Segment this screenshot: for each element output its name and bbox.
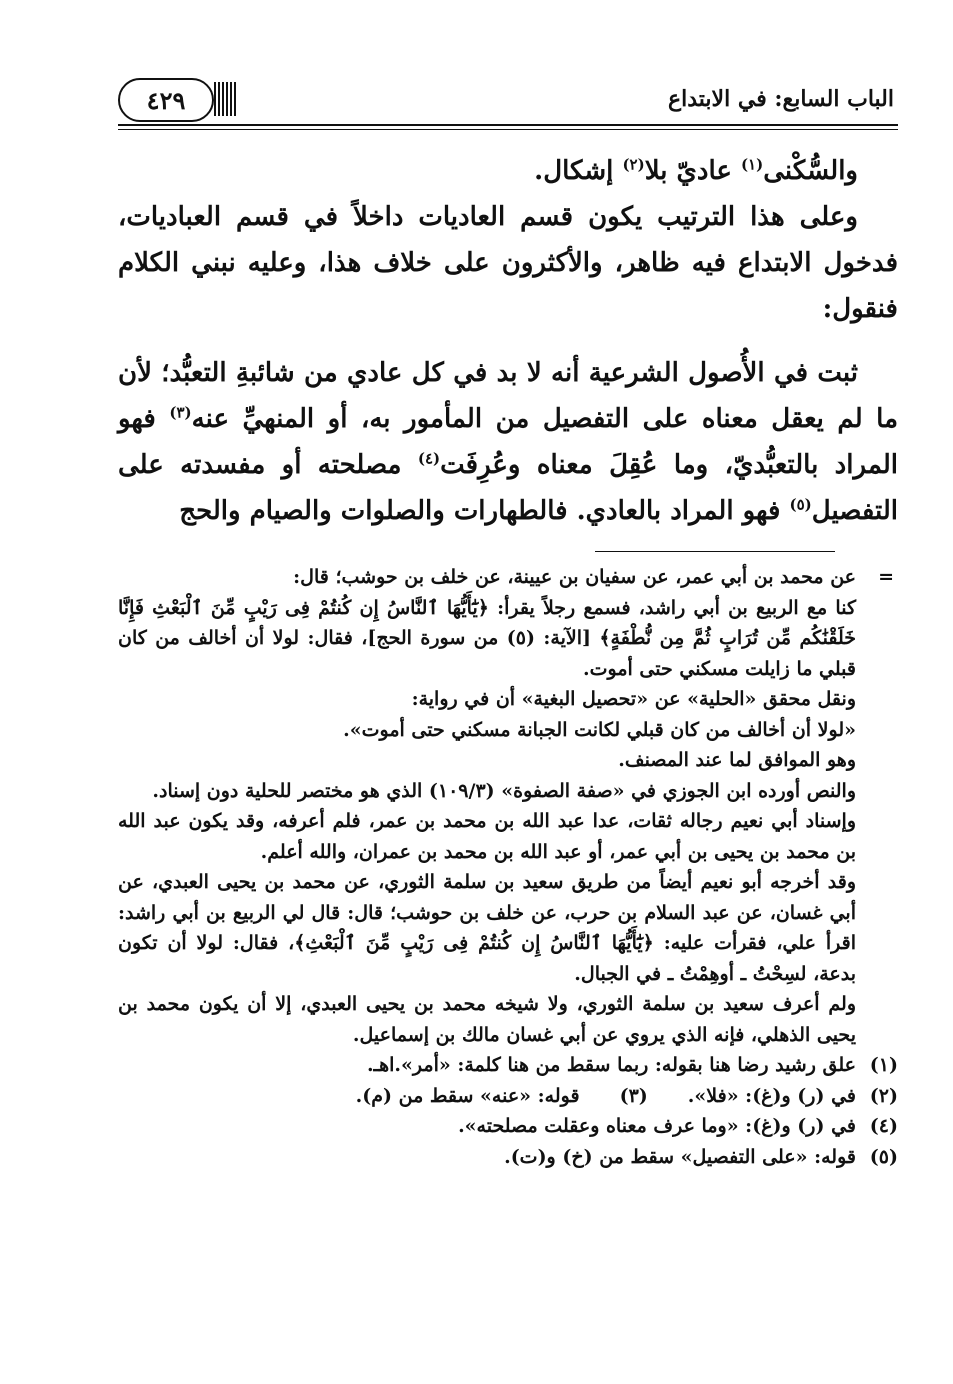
footnote-text: في (ر) و(غ): «وما عرف معناه وعقلت مصلحته».: [458, 1115, 856, 1137]
footnote-ref-4[interactable]: (٤): [417, 449, 441, 468]
note-line: وقد أخرجه أبو نعيم أيضاً من طريق سعيد بن سلمة الثوري، عن محمد بن يحيى العبدي، عن أبي غسان، عن عبد السلام بن حرب، عن خلف بن حوشب؛ قال: قال لي الربيع بن أبي راشد: اقرأ علي، فقرأت عليه: ﴿يَٰٓأَيُّهَا ٱلنَّاسُ إِن كُنتُمْ فِى رَيْبٍ مِّنَ ٱلْبَعْثِ﴾، فقال: لولا أن تكون بدعة، لسِحْتُ ـ أوهِمْتُ ـ في الجبال.: [118, 871, 856, 985]
paragraph-3: ثبت في الأُصول الشرعية أنه لا بد في كل عادي من شائبةِ التعبُّد؛ لأن ما لم يعقل معناه على التفصيل من المأمور به، أو المنهيِّ عنه$^{(٣)}$ فهو المراد بالتعبُّديّ، وما عُقِلَ معناه وعُرِفَت$^{(٤)}$ مصلحته أو مفسدته على التفصيل$^{(٥)}$ فهو المراد بالعادي. فالطهارات والصلوات والصيام والحج: [118, 358, 899, 526]
footnote-4: [118, 1111, 898, 1142]
footnote-number: (٤): [869, 1115, 898, 1137]
footnote-ref-3[interactable]: (٣): [169, 403, 192, 422]
footnote-number: (٢): [869, 1084, 898, 1107]
note-line: ولم أعرف سعيد بن سلمة الثوري، ولا شيخه محمد بن يحيى العبدي، إلا أن يكون محمد بن يحيى الذهلي، فإنه الذي يروي عن أبي غسان مالك بن إسماعيل.: [118, 993, 856, 1046]
main-text: [118, 148, 898, 534]
note-line: والنص أورده ابن الجوزي في «صفة الصفوة» (١٠٩/٣) الذي هو مختصر للحلية دون إسناد.: [152, 779, 856, 802]
footnote-text: قوله: «عنه» سقط من (م).: [355, 1084, 580, 1107]
continuation-mark: =: [878, 566, 894, 588]
footnotes: [118, 562, 898, 1172]
header-ornament: [214, 82, 236, 116]
footnote-5: [118, 1142, 898, 1173]
page-number: ٤٢٩: [118, 78, 214, 122]
note-line: ونقل محقق «الحلية» عن «تحصيل البغية» أن في رواية:: [411, 688, 856, 710]
footnote-text: في (ر) و(غ): «فلا».: [687, 1084, 856, 1107]
footnote-ref-5[interactable]: (٥): [789, 495, 812, 514]
note-line: وإسناد أبي نعيم رجاله ثقات، عدا عبد الله بن محمد بن عمر، فلم أعرفه، وقد يكون عبد الله بن محمد بن يحيى بن أبي عمر، أو عبد الله بن محمد بن عمران، والله أعلم.: [118, 810, 856, 863]
footnote-separator: [595, 551, 835, 552]
footnote-text: قوله: «على التفصيل» سقط من (خ) و(ت).: [504, 1145, 856, 1168]
footnote-number: (٣): [619, 1084, 648, 1107]
page-header: [118, 72, 898, 126]
footnote-ref-1[interactable]: (١): [740, 155, 764, 174]
paragraph-1: والسُّكْنى$^{(١)}$ عاديّ بلا$^{(٢)}$ إشكال.: [534, 155, 858, 186]
paragraph-2: وعلى هذا الترتيب يكون قسم العاديات داخلاً في قسم العباديات، فدخول الابتداع فيه ظاهر، والأكثرون على خلاف هذا، وعليه نبني الكلام فنقول:: [118, 202, 898, 324]
running-title: الباب السابع: في الابتداع: [667, 86, 894, 112]
footnote-1: [118, 1050, 898, 1081]
footnote-number: (١): [869, 1054, 898, 1076]
note-line: «لولا أن أخالف من كان قبلي لكانت الجبانة مسكني حتى أموت».: [343, 718, 856, 741]
footnote-number: (٥): [869, 1145, 898, 1168]
note-line: وهو الموافق لما عند المصنف.: [618, 749, 856, 771]
footnote-ref-2[interactable]: (٢): [622, 155, 645, 174]
footnote-2-3: [118, 1081, 898, 1112]
footnote-continuation: = عن محمد بن أبي عمر، عن سفيان بن عيينة، عن خلف بن حوشب؛ قال:: [118, 562, 898, 593]
note-line: كنا مع الربيع بن أبي راشد، فسمع رجلاً يقرأ: ﴿يَٰٓأَيُّهَا ٱلنَّاسُ إِن كُنتُمْ فِى رَيْبٍ مِّنَ ٱلْبَعْثِ فَإِنَّا خَلَقْنَٰكُم مِّن تُرَابٍ ثُمَّ مِن نُّطْفَةٍ﴾ [الآية: (٥) من سورة الحج]، فقال: لولا أن أخالف من كان قبلي ما زايلت مسكني حتى أموت.: [118, 596, 856, 680]
footnote-text: علق رشيد رضا هنا بقوله: ربما سقط من هنا كلمة: «أمر».اهـ.: [366, 1054, 856, 1076]
